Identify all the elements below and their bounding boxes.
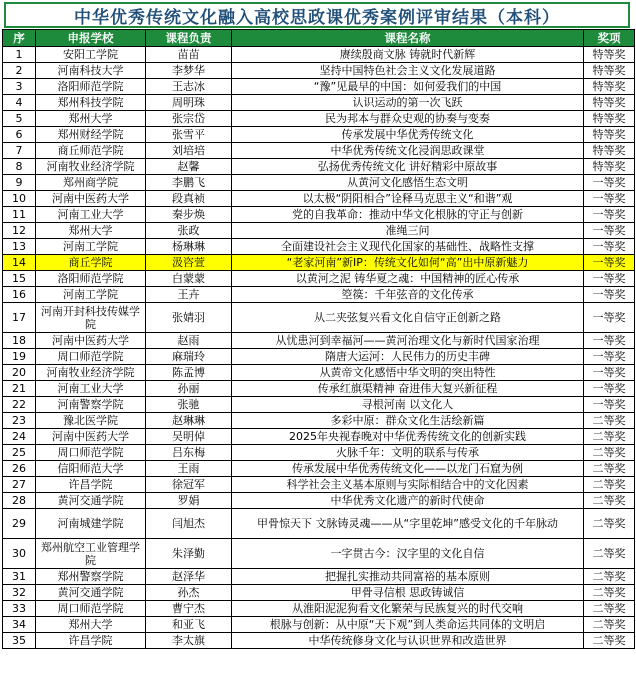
cell-school[interactable]: 河南牧业经济学院: [36, 365, 146, 381]
cell-lead[interactable]: 麻瑞玲: [146, 349, 232, 365]
table-row: [3, 143, 635, 159]
cell-award[interactable]: 特等奖: [584, 111, 635, 127]
cell-name[interactable]: 从黄帝文化感悟中华文明的突出特性: [232, 365, 584, 381]
cell-school[interactable]: 河南工业大学: [36, 381, 146, 397]
table-row: [3, 111, 635, 127]
cell-name[interactable]: 寻根河南 以文化人: [232, 397, 584, 413]
cell-name[interactable]: 弘扬优秀传统文化 讲好精彩中原故事: [232, 159, 584, 175]
cell-award[interactable]: 一等奖: [584, 191, 635, 207]
cell-school[interactable]: 郑州大学: [36, 617, 146, 633]
cell-name[interactable]: 从黄河文化感悟生态文明: [232, 175, 584, 191]
cell-name[interactable]: 从忧患河到幸福河——黄河治理文化与新时代国家治理: [232, 333, 584, 349]
cell-school[interactable]: 河南城建学院: [36, 509, 146, 539]
table-row: [3, 397, 635, 413]
cell-award[interactable]: 一等奖: [584, 381, 635, 397]
cell-school[interactable]: 周口师范学院: [36, 445, 146, 461]
cell-school[interactable]: 安阳工学院: [36, 47, 146, 63]
cell-school[interactable]: 河南中医药大学: [36, 333, 146, 349]
cell-name[interactable]: 一字贯古今：汉字里的文化自信: [232, 539, 584, 569]
cell-lead[interactable]: 王卉: [146, 287, 232, 303]
cell-name[interactable]: 甲骨惊天下 文脉铸灵魂——从“字里乾坤”感受文化的千年脉动: [232, 509, 584, 539]
table-row: [3, 239, 635, 255]
cell-number[interactable]: 20: [3, 365, 36, 381]
cell-name[interactable]: 多彩中原：群众文化生活绘新篇: [232, 413, 584, 429]
cell-lead[interactable]: 和亚飞: [146, 617, 232, 633]
table-row: [3, 175, 635, 191]
cell-school[interactable]: 河南科技大学: [36, 63, 146, 79]
cell-lead[interactable]: 李鹏飞: [146, 175, 232, 191]
table-row: [3, 287, 635, 303]
cell-award[interactable]: 特等奖: [584, 63, 635, 79]
cell-name[interactable]: 甲骨寻信根 思政铸诚信: [232, 585, 584, 601]
cell-lead[interactable]: 赵雨: [146, 333, 232, 349]
cell-school[interactable]: 许昌学院: [36, 477, 146, 493]
cell-award[interactable]: 二等奖: [584, 569, 635, 585]
cell-award[interactable]: 一等奖: [584, 255, 635, 271]
cell-school[interactable]: 郑州财经学院: [36, 127, 146, 143]
cell-name[interactable]: 坚持中国特色社会主义文化发展道路: [232, 63, 584, 79]
cell-school[interactable]: 郑州商学院: [36, 175, 146, 191]
cell-name[interactable]: 从淮阳泥泥狗看文化繁荣与民族复兴的时代交响: [232, 601, 584, 617]
cell-number[interactable]: 28: [3, 493, 36, 509]
cell-lead[interactable]: 吕东梅: [146, 445, 232, 461]
cell-name[interactable]: 2025年央视春晚对中华优秀传统文化的创新实践: [232, 429, 584, 445]
cell-number[interactable]: 6: [3, 127, 36, 143]
cell-lead[interactable]: 张驰: [146, 397, 232, 413]
cell-award[interactable]: 一等奖: [584, 349, 635, 365]
cell-lead[interactable]: 张宗岱: [146, 111, 232, 127]
cell-award[interactable]: 特等奖: [584, 159, 635, 175]
cell-award[interactable]: 二等奖: [584, 429, 635, 445]
cell-name[interactable]: 中华优秀文化遗产的新时代使命: [232, 493, 584, 509]
cell-name[interactable]: 传承发展中华优秀传统文化: [232, 127, 584, 143]
table-row: [3, 429, 635, 445]
cell-number[interactable]: 34: [3, 617, 36, 633]
column-header-lead[interactable]: 课程负责: [146, 30, 232, 47]
column-header-course-name[interactable]: 课程名称: [232, 30, 584, 47]
table-row: [3, 223, 635, 239]
cell-lead[interactable]: 赵泽华: [146, 569, 232, 585]
table-row: [3, 207, 635, 223]
cell-number[interactable]: 30: [3, 539, 36, 569]
cell-award[interactable]: 二等奖: [584, 585, 635, 601]
cell-lead[interactable]: 赵馨: [146, 159, 232, 175]
cell-school[interactable]: 豫北医学院: [36, 413, 146, 429]
cell-lead[interactable]: 曹宁杰: [146, 601, 232, 617]
cell-name[interactable]: 全面建设社会主义现代化国家的基础性、战略性支撑: [232, 239, 584, 255]
cell-school[interactable]: 河南开封科技传媒学院: [36, 303, 146, 333]
cell-award[interactable]: 一等奖: [584, 303, 635, 333]
cell-lead[interactable]: 李太旗: [146, 633, 232, 649]
cell-number[interactable]: 10: [3, 191, 36, 207]
cell-school[interactable]: 河南警察学院: [36, 397, 146, 413]
cell-name[interactable]: “豫”见最早的中国：如何爱我们的中国: [232, 79, 584, 95]
header-row: [3, 30, 635, 47]
table-row: [3, 255, 635, 271]
cell-award[interactable]: 特等奖: [584, 143, 635, 159]
table-row: [3, 333, 635, 349]
column-header-award[interactable]: 奖项: [584, 30, 635, 47]
results-table: [2, 29, 635, 649]
cell-name[interactable]: 赓续殷商文脉 铸就时代新辉: [232, 47, 584, 63]
cell-name[interactable]: 以太极“阴阳相合”诠释马克思主义“和谐”观: [232, 191, 584, 207]
cell-number[interactable]: 3: [3, 79, 36, 95]
cell-lead[interactable]: 朱泽勤: [146, 539, 232, 569]
cell-lead[interactable]: 秦步焕: [146, 207, 232, 223]
cell-award[interactable]: 一等奖: [584, 175, 635, 191]
cell-lead[interactable]: 张婧羽: [146, 303, 232, 333]
table-row: [3, 381, 635, 397]
cell-lead[interactable]: 段真祯: [146, 191, 232, 207]
cell-number[interactable]: 25: [3, 445, 36, 461]
cell-number[interactable]: 22: [3, 397, 36, 413]
cell-number[interactable]: 9: [3, 175, 36, 191]
table-row: [3, 303, 635, 333]
page-title: 中华优秀传统文化融入高校思政课优秀案例评审结果（本科）: [4, 2, 630, 28]
cell-school[interactable]: 周口师范学院: [36, 349, 146, 365]
table-row: [3, 477, 635, 493]
cell-award[interactable]: 二等奖: [584, 413, 635, 429]
cell-award[interactable]: 一等奖: [584, 239, 635, 255]
cell-name[interactable]: 箜篌：千年弦音的文化传承: [232, 287, 584, 303]
cell-school[interactable]: 河南中医药大学: [36, 191, 146, 207]
cell-school[interactable]: 河南中医药大学: [36, 429, 146, 445]
cell-name[interactable]: 火脉千年：文明的联系与传承: [232, 445, 584, 461]
table-row: [3, 461, 635, 477]
cell-number[interactable]: 5: [3, 111, 36, 127]
cell-name[interactable]: 传承红旗渠精神 奋进伟大复兴新征程: [232, 381, 584, 397]
table-row: [3, 63, 635, 79]
cell-number[interactable]: 35: [3, 633, 36, 649]
cell-award[interactable]: 特等奖: [584, 47, 635, 63]
cell-number[interactable]: 23: [3, 413, 36, 429]
cell-award[interactable]: 一等奖: [584, 271, 635, 287]
cell-number[interactable]: 26: [3, 461, 36, 477]
cell-school[interactable]: 河南工学院: [36, 287, 146, 303]
cell-name[interactable]: 隋唐大运河：人民伟力的历史丰碑: [232, 349, 584, 365]
table-row: [3, 127, 635, 143]
cell-lead[interactable]: 孙丽: [146, 381, 232, 397]
cell-school[interactable]: 黄河交通学院: [36, 493, 146, 509]
cell-school[interactable]: 洛阳师范学院: [36, 271, 146, 287]
cell-award[interactable]: 二等奖: [584, 601, 635, 617]
cell-school[interactable]: 郑州科技学院: [36, 95, 146, 111]
cell-lead[interactable]: 孙杰: [146, 585, 232, 601]
cell-lead[interactable]: 汲咨萱: [146, 255, 232, 271]
cell-number[interactable]: 2: [3, 63, 36, 79]
column-header-number[interactable]: 序: [3, 30, 36, 47]
cell-name[interactable]: 传承发展中华优秀传统文化——以龙门石窟为例: [232, 461, 584, 477]
cell-lead[interactable]: 杨琳琳: [146, 239, 232, 255]
cell-school[interactable]: 许昌学院: [36, 633, 146, 649]
cell-number[interactable]: 1: [3, 47, 36, 63]
cell-award[interactable]: 二等奖: [584, 461, 635, 477]
table-row: [3, 79, 635, 95]
cell-number[interactable]: 32: [3, 585, 36, 601]
table-row: [3, 271, 635, 287]
table-row: [3, 95, 635, 111]
cell-school[interactable]: 洛阳师范学院: [36, 79, 146, 95]
cell-number[interactable]: 13: [3, 239, 36, 255]
cell-name[interactable]: 科学社会主义基本原则与实际相结合中的文化因素: [232, 477, 584, 493]
cell-lead[interactable]: 周明珠: [146, 95, 232, 111]
cell-award[interactable]: 特等奖: [584, 95, 635, 111]
cell-school[interactable]: 河南牧业经济学院: [36, 159, 146, 175]
cell-name[interactable]: 以黄河之泥 铸华夏之魂：中国精神的匠心传承: [232, 271, 584, 287]
cell-name[interactable]: 从二夹弦复兴看文化自信守正创新之路: [232, 303, 584, 333]
cell-award[interactable]: 一等奖: [584, 207, 635, 223]
cell-lead[interactable]: 白蒙蒙: [146, 271, 232, 287]
cell-school[interactable]: 周口师范学院: [36, 601, 146, 617]
cell-lead[interactable]: 陈孟博: [146, 365, 232, 381]
cell-number[interactable]: 14: [3, 255, 36, 271]
cell-name[interactable]: 中华传统修身文化与认识世界和改造世界: [232, 633, 584, 649]
table-row: [3, 349, 635, 365]
cell-lead[interactable]: 刘培培: [146, 143, 232, 159]
cell-number[interactable]: 17: [3, 303, 36, 333]
cell-number[interactable]: 29: [3, 509, 36, 539]
cell-name[interactable]: 认识运动的第一次飞跃: [232, 95, 584, 111]
table-row: [3, 509, 635, 539]
cell-name[interactable]: 民为邦本与群众史观的协奏与变奏: [232, 111, 584, 127]
table-row: [3, 413, 635, 429]
cell-name[interactable]: 根脉与创新：从中原“天下观”到人类命运共同体的文明启: [232, 617, 584, 633]
cell-school[interactable]: 河南工学院: [36, 239, 146, 255]
cell-number[interactable]: 19: [3, 349, 36, 365]
cell-lead[interactable]: 吴明倬: [146, 429, 232, 445]
cell-award[interactable]: 二等奖: [584, 477, 635, 493]
cell-award[interactable]: 二等奖: [584, 633, 635, 649]
cell-lead[interactable]: 苗苗: [146, 47, 232, 63]
cell-number[interactable]: 24: [3, 429, 36, 445]
cell-number[interactable]: 15: [3, 271, 36, 287]
cell-award[interactable]: 二等奖: [584, 445, 635, 461]
cell-award[interactable]: 二等奖: [584, 493, 635, 509]
cell-school[interactable]: 郑州大学: [36, 223, 146, 239]
cell-name[interactable]: 准绳三问: [232, 223, 584, 239]
cell-number[interactable]: 16: [3, 287, 36, 303]
cell-school[interactable]: 商丘学院: [36, 255, 146, 271]
cell-school[interactable]: 信阳师范大学: [36, 461, 146, 477]
cell-award[interactable]: 一等奖: [584, 287, 635, 303]
cell-school[interactable]: 商丘师范学院: [36, 143, 146, 159]
table-row: [3, 539, 635, 569]
cell-name[interactable]: “老家河南”新IP：传统文化如何“高”出中原新魅力: [232, 255, 584, 271]
table-row: [3, 493, 635, 509]
table-row: [3, 617, 635, 633]
cell-award[interactable]: 一等奖: [584, 397, 635, 413]
cell-lead[interactable]: 徐冠军: [146, 477, 232, 493]
table-row: [3, 585, 635, 601]
cell-award[interactable]: 特等奖: [584, 127, 635, 143]
cell-lead[interactable]: 李梦华: [146, 63, 232, 79]
cell-award[interactable]: 特等奖: [584, 79, 635, 95]
table-row: [3, 445, 635, 461]
table-row: [3, 601, 635, 617]
cell-lead[interactable]: 张雪平: [146, 127, 232, 143]
cell-number[interactable]: 8: [3, 159, 36, 175]
cell-lead[interactable]: 王雨: [146, 461, 232, 477]
cell-number[interactable]: 21: [3, 381, 36, 397]
cell-number[interactable]: 7: [3, 143, 36, 159]
table-row: [3, 47, 635, 63]
cell-number[interactable]: 33: [3, 601, 36, 617]
cell-school[interactable]: 黄河交通学院: [36, 585, 146, 601]
cell-school[interactable]: 郑州警察学院: [36, 569, 146, 585]
table-row: [3, 569, 635, 585]
table-row: [3, 159, 635, 175]
cell-school[interactable]: 河南工业大学: [36, 207, 146, 223]
table-row: [3, 633, 635, 649]
cell-lead[interactable]: 王志冰: [146, 79, 232, 95]
cell-lead[interactable]: 闫旭杰: [146, 509, 232, 539]
cell-award[interactable]: 二等奖: [584, 617, 635, 633]
cell-lead[interactable]: 罗娟: [146, 493, 232, 509]
cell-number[interactable]: 18: [3, 333, 36, 349]
table-row: [3, 191, 635, 207]
cell-school[interactable]: 郑州航空工业管理学院: [36, 539, 146, 569]
column-header-school[interactable]: 申报学校: [36, 30, 146, 47]
cell-number[interactable]: 11: [3, 207, 36, 223]
cell-number[interactable]: 27: [3, 477, 36, 493]
cell-award[interactable]: 二等奖: [584, 539, 635, 569]
cell-name[interactable]: 中华优秀传统文化浸润思政课堂: [232, 143, 584, 159]
cell-number[interactable]: 12: [3, 223, 36, 239]
cell-number[interactable]: 4: [3, 95, 36, 111]
cell-lead[interactable]: 张政: [146, 223, 232, 239]
table-row: [3, 365, 635, 381]
cell-award[interactable]: 一等奖: [584, 333, 635, 349]
cell-award[interactable]: 二等奖: [584, 509, 635, 539]
cell-lead[interactable]: 赵琳琳: [146, 413, 232, 429]
cell-number[interactable]: 31: [3, 569, 36, 585]
cell-school[interactable]: 郑州大学: [36, 111, 146, 127]
cell-award[interactable]: 一等奖: [584, 223, 635, 239]
cell-name[interactable]: 把握扎实推动共同富裕的基本原则: [232, 569, 584, 585]
cell-name[interactable]: 党的自我革命：推动中华文化根脉的守正与创新: [232, 207, 584, 223]
cell-award[interactable]: 一等奖: [584, 365, 635, 381]
